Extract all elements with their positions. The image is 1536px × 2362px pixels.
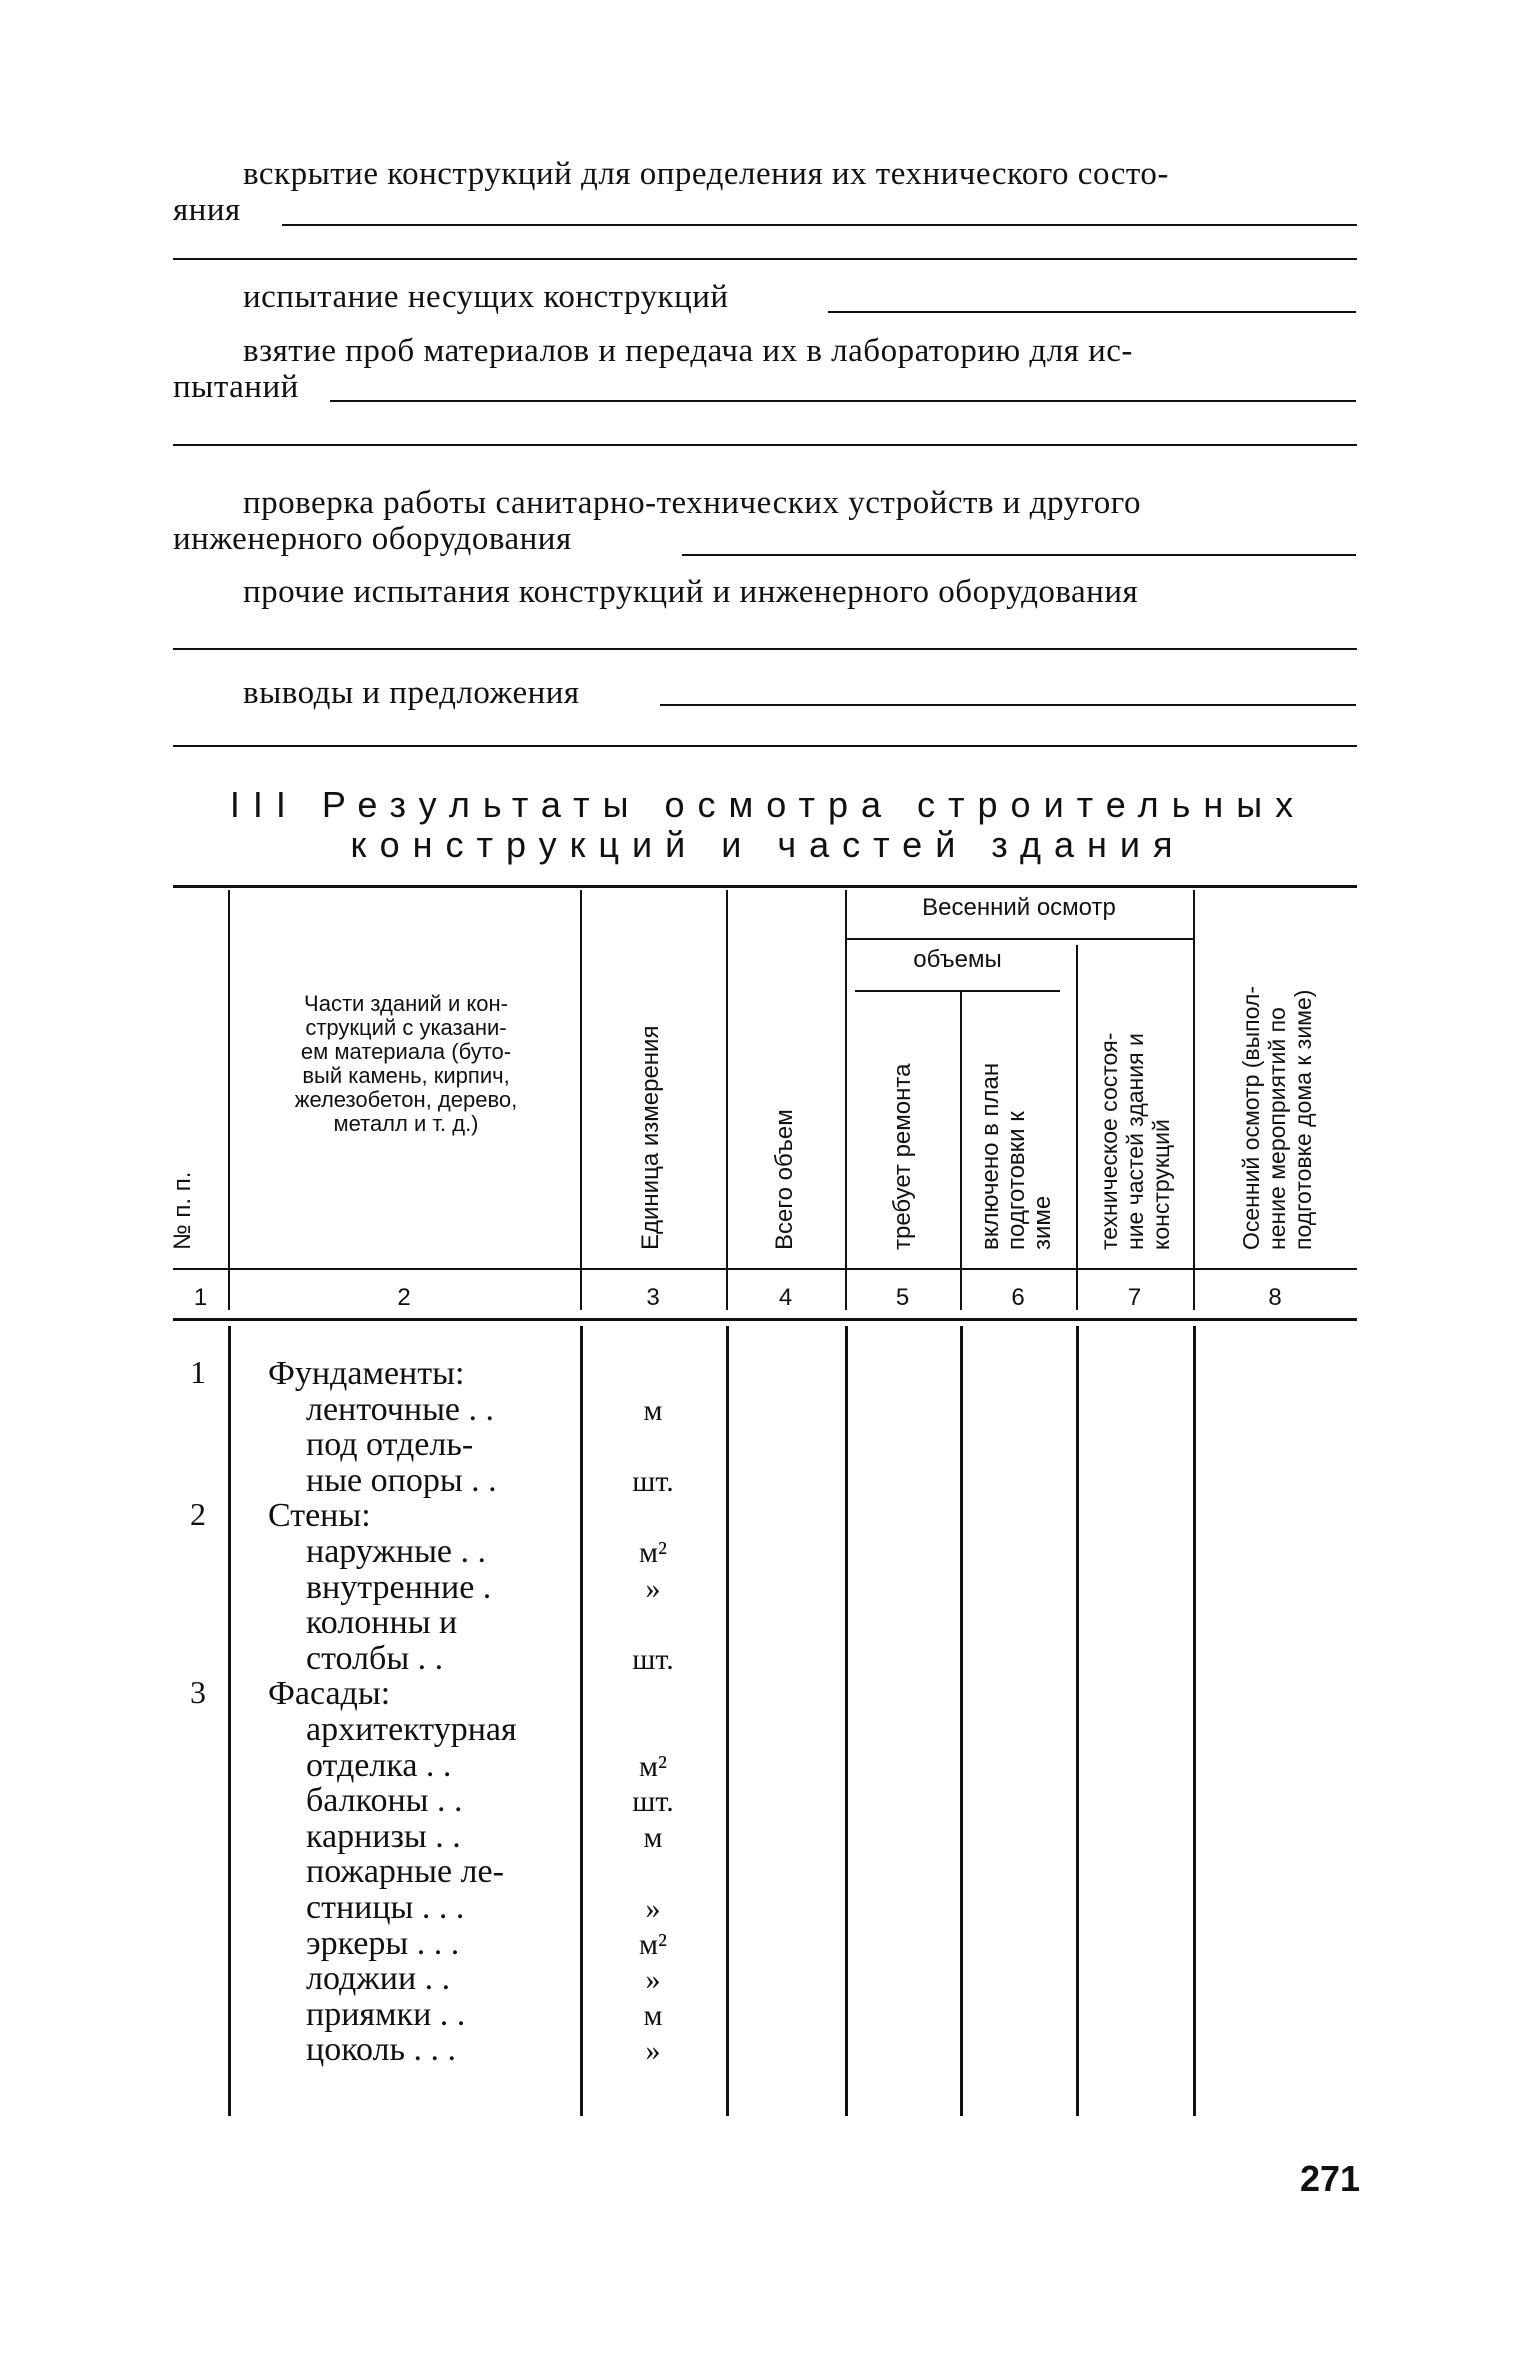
volumes-rule <box>855 990 1060 992</box>
column-number: 4 <box>778 1284 793 1311</box>
opening-line2: яния <box>173 192 241 228</box>
section-title-line2: конструкций и частей здания <box>350 824 1186 865</box>
row-part-name: ленточные . . <box>306 1390 495 1428</box>
header-col2-line: металл и т. д.) <box>333 1111 479 1136</box>
fill-line <box>828 311 1356 313</box>
row-part-name: балконы . . <box>306 1782 463 1820</box>
header-col8-line: нение мероприятий по <box>1264 1007 1290 1250</box>
row-part-name: Фасады: <box>268 1675 391 1713</box>
header-col7-line: конструкций <box>1148 1119 1174 1250</box>
row-part-name: пожарные ле- <box>306 1853 504 1891</box>
col-divider <box>1076 945 1078 1310</box>
header-col5: требует ремонта <box>889 1063 916 1250</box>
fill-line <box>682 554 1356 556</box>
header-col8 <box>1238 986 1316 1250</box>
row-unit: » <box>645 1892 661 1925</box>
header-col1: № п. п. <box>169 1171 196 1250</box>
row-part-name: Стены: <box>268 1497 371 1535</box>
column-numbers-rule <box>173 1318 1357 1321</box>
opening-line1: вскрытие конструкций для определения их технического состо- <box>243 156 1169 192</box>
row-part-name: цоколь . . . <box>306 2031 457 2069</box>
row-part-name: эркеры . . . <box>306 1924 460 1962</box>
fill-line <box>173 745 1357 747</box>
plumbing-line2: инженерного оборудования <box>173 521 572 557</box>
page-number: 271 <box>1300 2158 1361 2199</box>
header-col2-line: вый камень, кирпич, <box>302 1063 510 1088</box>
body-col-divider <box>228 1326 231 2116</box>
row-unit: » <box>645 1571 661 1605</box>
row-unit: м <box>643 1820 663 1854</box>
body-col-divider <box>845 1326 848 2116</box>
body-col-divider <box>960 1326 963 2116</box>
header-col4: Всего объем <box>771 1109 798 1250</box>
section-title-line1: III Результаты осмотра строительных <box>229 784 1307 825</box>
fill-line <box>660 704 1356 706</box>
col-divider <box>845 890 847 1310</box>
row-unit: шт. <box>632 1785 674 1819</box>
row-part-name: ные опоры . . <box>306 1461 497 1499</box>
sampling-line2: пытаний <box>173 369 299 405</box>
row-unit: м <box>643 1998 663 2032</box>
sampling-line1: взятие проб материалов и передача их в лабораторию для ис- <box>243 333 1133 369</box>
row-unit: м² <box>639 1749 667 1783</box>
row-part-name: лоджии . . <box>306 1960 451 1998</box>
header-col8-line: Осенний осмотр (выпол- <box>1238 985 1264 1250</box>
header-col2-line: Части зданий и кон- <box>304 991 508 1016</box>
row-unit: м² <box>639 1927 667 1961</box>
header-col6 <box>978 1063 1056 1250</box>
plumbing-line1: проверка работы санитарно-технических устройств и другого <box>243 485 1141 521</box>
row-part-name: под отдель- <box>306 1426 474 1464</box>
body-col-divider <box>1193 1326 1196 2116</box>
column-number: 7 <box>1127 1284 1142 1311</box>
col-divider <box>726 890 728 1310</box>
column-number: 8 <box>1268 1284 1282 1311</box>
table-top-rule <box>173 885 1357 888</box>
body-col-divider <box>726 1326 729 2116</box>
header-col2-line: ем материала (буто- <box>300 1039 512 1064</box>
header-col6-line: включено в план <box>977 1062 1004 1250</box>
fill-line <box>330 400 1356 402</box>
col-divider <box>580 890 582 1310</box>
header-col6-line: подготовки к <box>1003 1111 1030 1250</box>
header-col7-line: техническое состоя- <box>1096 1032 1122 1250</box>
row-part-name: внутренние . <box>306 1568 492 1606</box>
header-col7-line: ние частей здания и <box>1122 1033 1148 1250</box>
column-number: 3 <box>646 1284 660 1311</box>
row-part-name: Фундаменты: <box>268 1355 465 1392</box>
fill-line <box>173 444 1357 446</box>
col-divider <box>1193 890 1195 1310</box>
row-part-name: карнизы . . <box>306 1817 461 1855</box>
row-unit: шт. <box>632 1642 674 1676</box>
row-part-name: стницы . . . <box>306 1889 465 1926</box>
header-col6-line: зиме <box>1029 1195 1056 1250</box>
row-part-name: колонны и <box>306 1604 458 1642</box>
header-col2-line: струкций с указани- <box>305 1015 507 1040</box>
header-col3: Единица измерения <box>637 1025 664 1250</box>
row-unit: шт. <box>632 1464 674 1498</box>
row-part-name: наружные . . <box>306 1533 487 1570</box>
row-unit: м² <box>639 1536 667 1569</box>
row-part-name: приямки . . <box>306 1995 466 2033</box>
row-part-name: архитектурная <box>306 1711 517 1748</box>
conclusions-line: выводы и предложения <box>243 675 580 711</box>
row-unit: м <box>643 1393 663 1427</box>
row-unit: » <box>645 2034 661 2068</box>
header-col7 <box>1096 1033 1174 1250</box>
body-col-divider <box>1076 1326 1079 2116</box>
col-divider <box>960 990 962 1310</box>
row-number: 1 <box>190 1354 206 1390</box>
column-number: 2 <box>397 1284 411 1311</box>
fill-line <box>282 224 1357 226</box>
header-col2 <box>236 992 576 1136</box>
row-part-name: отделка . . <box>306 1746 452 1784</box>
col-divider <box>228 890 230 1310</box>
fill-line <box>173 648 1357 650</box>
other-tests-line: прочие испытания конструкций и инженерного оборудования <box>243 574 1139 610</box>
row-unit: » <box>645 1963 661 1997</box>
header-spring: Весенний осмотр <box>922 894 1116 921</box>
column-number: 1 <box>193 1284 208 1311</box>
row-number: 2 <box>190 1496 206 1533</box>
fill-line <box>173 258 1357 260</box>
header-volumes: объемы <box>913 946 1002 973</box>
row-part-name: столбы . . <box>306 1639 444 1677</box>
body-col-divider <box>580 1326 583 2116</box>
column-number: 6 <box>1011 1284 1025 1311</box>
testing-line: испытание несущих конструкций <box>243 279 729 315</box>
spring-rule <box>845 938 1193 940</box>
header-col8-line: подготовке дома к зиме) <box>1290 989 1316 1250</box>
header-bottom-rule <box>173 1268 1357 1270</box>
row-number: 3 <box>190 1674 206 1711</box>
column-number: 5 <box>895 1284 910 1311</box>
header-col2-line: железобетон, дерево, <box>294 1087 518 1112</box>
